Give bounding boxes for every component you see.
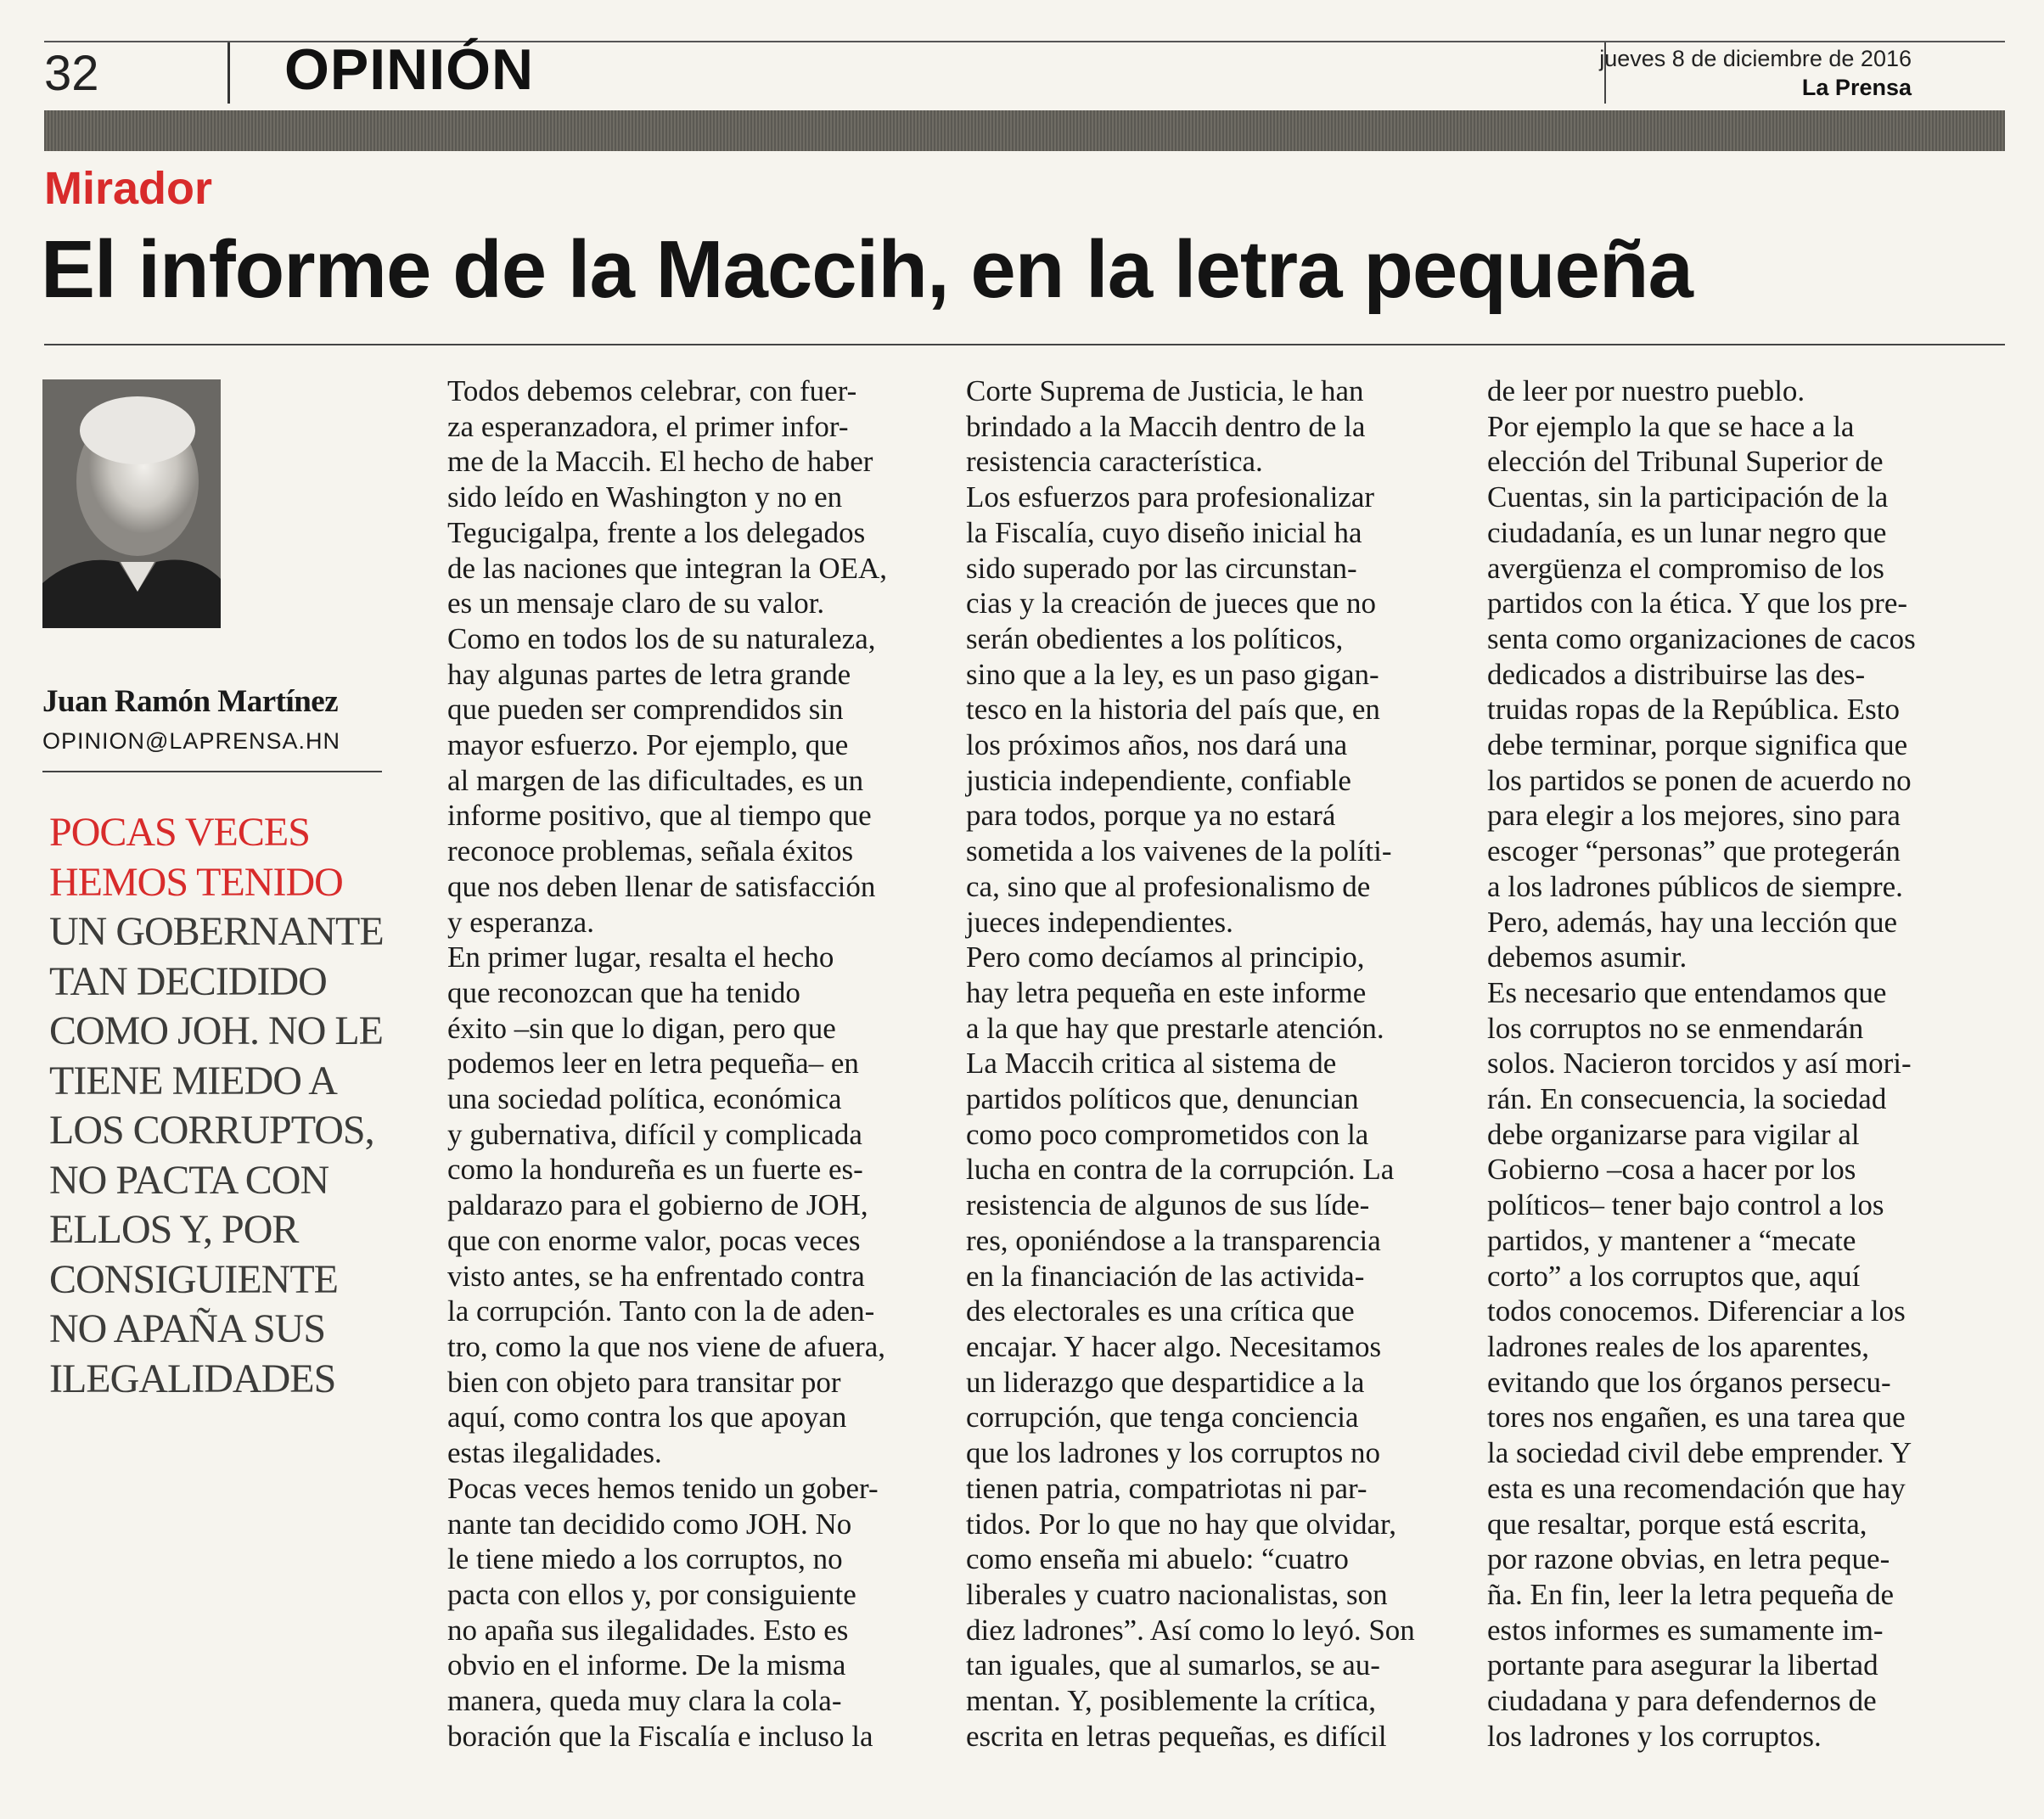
body-line: ciudadanía, es un lunar negro que — [1487, 515, 1887, 549]
pullquote-line: NO APAÑA SUS — [49, 1306, 326, 1351]
body-line: Es necesario que entendamos que — [1487, 975, 1887, 1009]
body-line: portante para asegurar la libertad — [1487, 1648, 1878, 1682]
body-line: tienen patria, compatriotas ni par- — [966, 1471, 1367, 1505]
body-line: como la hondureña es un fuerte es- — [447, 1153, 863, 1187]
body-line: ciudadana y para defendernos de — [1487, 1684, 1877, 1718]
body-line: La Maccih critica al sistema de — [966, 1047, 1337, 1081]
body-line: tro, como la que nos viene de afuera, — [447, 1329, 886, 1363]
body-line: de leer por nuestro pueblo. — [1487, 374, 1805, 407]
pullquote-line: NO PACTA CON — [49, 1157, 329, 1203]
body-line: nante tan decidido como JOH. No — [447, 1507, 852, 1541]
body-line: la corrupción. Tanto con la de aden- — [447, 1294, 875, 1328]
body-line: des electorales es una crítica que — [966, 1294, 1355, 1328]
body-line: encajar. Y hacer algo. Necesitamos — [966, 1329, 1382, 1363]
body-line: como enseña mi abuelo: “cuatro — [966, 1542, 1349, 1576]
body-line: y esperanza. — [447, 905, 594, 939]
body-line: paldarazo para el gobierno de JOH, — [447, 1188, 868, 1222]
body-column-2 — [966, 373, 1484, 1754]
body-line: Pocas veces hemos tenido un gober- — [447, 1471, 879, 1505]
body-line: partidos con la ética. Y que los pre- — [1487, 587, 1908, 620]
author-rule — [42, 771, 382, 772]
body-line: los ladrones y los corruptos. — [1487, 1719, 1822, 1753]
body-line: partidos, y mantener a “mecate — [1487, 1223, 1856, 1257]
body-line: me de la Maccih. El hecho de haber — [447, 445, 873, 479]
body-line: para elegir a los mejores, sino para — [1487, 799, 1901, 833]
pullquote-line: ELLOS Y, POR — [49, 1207, 299, 1252]
pullquote-line: LOS CORRUPTOS, — [49, 1108, 374, 1153]
body-line: la sociedad civil debe emprender. Y — [1487, 1436, 1912, 1470]
body-line: za esperanzadora, el primer infor- — [447, 409, 849, 443]
body-line: sido superado por las circunstan- — [966, 551, 1357, 585]
body-line: Como en todos los de su naturaleza, — [447, 621, 876, 655]
body-line: diez ladrones”. Así como lo leyó. Son — [966, 1613, 1415, 1647]
body-line: que reconozcan que ha tenido — [447, 975, 800, 1009]
body-line: que los ladrones y los corruptos no — [966, 1436, 1380, 1470]
body-line: la Fiscalía, cuyo diseño inicial ha — [966, 515, 1362, 549]
body-line: jueces independientes. — [966, 905, 1233, 939]
body-line: rán. En consecuencia, la sociedad — [1487, 1082, 1887, 1116]
body-line: Pero, además, hay una lección que — [1487, 905, 1898, 939]
body-line: visto antes, se ha enfrentado contra — [447, 1259, 865, 1293]
body-line: los próximos años, nos dará una — [966, 728, 1348, 762]
body-line: senta como organizaciones de cacos — [1487, 621, 1916, 655]
body-column-1 — [447, 373, 940, 1754]
body-line: resistencia característica. — [966, 445, 1263, 479]
body-line: truidas ropas de la República. Esto — [1487, 693, 1900, 727]
section-name: OPINIÓN — [284, 37, 535, 102]
body-line: Pero como decíamos al principio, — [966, 940, 1365, 974]
body-line: mayor esfuerzo. Por ejemplo, que — [447, 728, 849, 762]
author-email: OPINION@LAPRENSA.HN — [42, 728, 340, 754]
body-line: es un mensaje claro de su valor. — [447, 587, 825, 620]
body-line: tores nos engañen, es una tarea que — [1487, 1401, 1906, 1434]
body-line: una sociedad política, económica — [447, 1082, 842, 1116]
body-line: ña. En fin, leer la letra pequeña de — [1487, 1577, 1895, 1611]
body-line: a los ladrones públicos de siempre. — [1487, 869, 1903, 903]
body-line: ca, sino que al profesionalismo de — [966, 869, 1371, 903]
body-line: todos conocemos. Diferenciar a los — [1487, 1294, 1906, 1328]
headline-rule — [44, 344, 2005, 345]
body-line: sido leído en Washington y no en — [447, 480, 843, 514]
body-line: que nos deben llenar de satisfacción — [447, 869, 876, 903]
author-portrait-icon — [42, 379, 221, 628]
body-line: que con enorme valor, pocas veces — [447, 1223, 861, 1257]
body-line: corto” a los corruptos que, aquí — [1487, 1259, 1861, 1293]
body-line: Gobierno –cosa a hacer por los — [1487, 1153, 1856, 1187]
body-line: debe organizarse para vigilar al — [1487, 1117, 1860, 1151]
body-line: mentan. Y, posiblemente la crítica, — [966, 1684, 1377, 1718]
body-line: serán obedientes a los políticos, — [966, 621, 1344, 655]
body-line: evitando que los órganos persecu- — [1487, 1365, 1891, 1399]
body-line: cias y la creación de jueces que no — [966, 587, 1376, 620]
body-line: Tegucigalpa, frente a los delegados — [447, 515, 866, 549]
body-line: de las naciones que integran la OEA, — [447, 551, 888, 585]
column-kicker: Mirador — [44, 163, 213, 214]
author-photo — [42, 379, 221, 628]
body-line: escoger “personas” que protegerán — [1487, 834, 1901, 868]
pullquote-line: COMO JOH. NO LE — [49, 1008, 383, 1053]
body-line: podemos leer en letra pequeña– en — [447, 1047, 859, 1081]
body-line: justicia independiente, confiable — [966, 763, 1351, 797]
body-line: hay algunas partes de letra grande — [447, 657, 851, 691]
body-line: aquí, como contra los que apoyan — [447, 1401, 847, 1434]
body-line: para todos, porque ya no estará — [966, 799, 1336, 833]
page-number: 32 — [44, 46, 99, 101]
body-line: boración que la Fiscalía e incluso la — [447, 1719, 873, 1753]
body-line: informe positivo, que al tiempo que — [447, 799, 872, 833]
body-line: debe terminar, porque significa que — [1487, 728, 1908, 762]
body-line: que pueden ser comprendidos sin — [447, 693, 844, 727]
pullquote-line: TAN DECIDIDO — [49, 958, 327, 1004]
body-line: res, oponiéndose a la transparencia — [966, 1223, 1381, 1257]
header-band — [44, 110, 2005, 151]
body-line: estas ilegalidades. — [447, 1436, 662, 1470]
pullquote-line: UN GOBERNANTE — [49, 909, 384, 954]
issue-date: jueves 8 de diciembre de 2016 — [1599, 46, 1912, 71]
body-line: a la que hay que prestarle atención. — [966, 1011, 1384, 1045]
body-line: resistencia de algunos de sus líde- — [966, 1188, 1370, 1222]
body-line: obvio en el informe. De la misma — [447, 1648, 846, 1682]
header-divider — [227, 42, 230, 104]
pullquote-line: POCAS VECES — [49, 810, 310, 855]
body-line: sino que a la ley, es un paso gigan- — [966, 657, 1379, 691]
body-line: estos informes es sumamente im- — [1487, 1613, 1884, 1647]
body-line: le tiene miedo a los corruptos, no — [447, 1542, 843, 1576]
body-line: Corte Suprema de Justicia, le han — [966, 374, 1364, 407]
body-line: solos. Nacieron torcidos y así mori- — [1487, 1047, 1912, 1081]
body-line: Todos debemos celebrar, con fuer- — [447, 374, 857, 407]
body-line: escrita en letras pequeñas, es difícil — [966, 1719, 1387, 1753]
body-line: reconoce problemas, señala éxitos — [447, 834, 854, 868]
body-line: pacta con ellos y, por consiguiente — [447, 1577, 856, 1611]
body-line: hay letra pequeña en este informe — [966, 975, 1367, 1009]
body-line: tesco en la historia del país que, en — [966, 693, 1380, 727]
body-line: un liderazgo que despartidice a la — [966, 1365, 1365, 1399]
body-line: políticos– tener bajo control a los — [1487, 1188, 1884, 1222]
body-line: dedicados a distribuirse las des- — [1487, 657, 1866, 691]
body-line: liberales y cuatro nacionalistas, son — [966, 1577, 1388, 1611]
body-line: sometida a los vaivenes de la políti- — [966, 834, 1392, 868]
pullquote-line: TIENE MIEDO A — [49, 1058, 337, 1103]
body-line: manera, queda muy clara la cola- — [447, 1684, 842, 1718]
body-line: Cuentas, sin la participación de la — [1487, 480, 1889, 514]
pullquote-line: ILEGALIDADES — [49, 1356, 336, 1401]
body-line: que resaltar, porque está escrita, — [1487, 1507, 1867, 1541]
issue-info — [1599, 42, 1937, 104]
pullquote-line: HEMOS TENIDO — [49, 859, 343, 905]
article-headline: El informe de la Maccih, en la letra pequeña — [41, 224, 1693, 315]
body-line: En primer lugar, resalta el hecho — [447, 940, 834, 974]
body-line: elección del Tribunal Superior de — [1487, 445, 1884, 479]
body-line: Los esfuerzos para profesionalizar — [966, 480, 1375, 514]
body-line: éxito –sin que lo digan, pero que — [447, 1011, 836, 1045]
body-line: brindado a la Maccih dentro de la — [966, 409, 1366, 443]
body-line: y gubernativa, difícil y complicada — [447, 1117, 862, 1151]
body-line: como poco comprometidos con la — [966, 1117, 1369, 1151]
body-line: por razone obvias, en letra peque- — [1487, 1542, 1890, 1576]
pullquote — [49, 808, 414, 1404]
body-line: avergüenza el compromiso de los — [1487, 551, 1884, 585]
body-line: al margen de las dificultades, es un — [447, 763, 864, 797]
body-line: tidos. Por lo que no hay que olvidar, — [966, 1507, 1397, 1541]
body-line: esta es una recomendación que hay — [1487, 1471, 1906, 1505]
body-line: lucha en contra de la corrupción. La — [966, 1153, 1395, 1187]
body-line: los corruptos no se enmendarán — [1487, 1011, 1864, 1045]
pullquote-line: CONSIGUIENTE — [49, 1256, 338, 1302]
body-line: en la financiación de las activida- — [966, 1259, 1365, 1293]
body-line: ladrones reales de los aparentes, — [1487, 1329, 1869, 1363]
body-line: no apaña sus ilegalidades. Esto es — [447, 1613, 849, 1647]
publication-name: La Prensa — [1801, 75, 1912, 100]
body-line: Por ejemplo la que se hace a la — [1487, 409, 1855, 443]
body-line: tan iguales, que al sumarlos, se au- — [966, 1648, 1380, 1682]
body-line: debemos asumir. — [1487, 940, 1687, 974]
body-column-3 — [1487, 373, 1996, 1754]
author-name: Juan Ramón Martínez — [42, 684, 339, 719]
body-line: corrupción, que tenga conciencia — [966, 1401, 1359, 1434]
body-line: bien con objeto para transitar por — [447, 1365, 841, 1399]
body-line: partidos políticos que, denuncian — [966, 1082, 1359, 1116]
body-line: los partidos se ponen de acuerdo no — [1487, 763, 1912, 797]
